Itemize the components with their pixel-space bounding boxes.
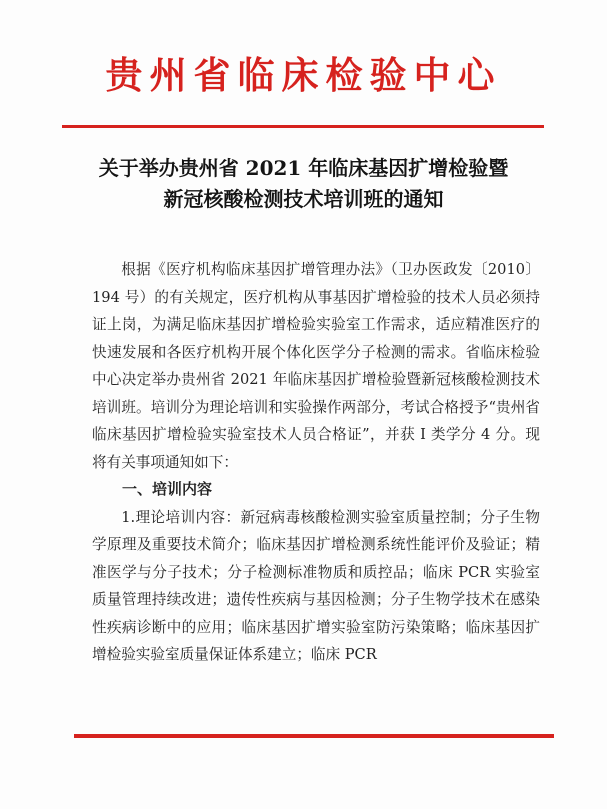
intro-paragraph: 根据《医疗机构临床基因扩增管理办法》（卫办医政发〔2010〕194 号）的有关规定，医疗机构从事基因扩增检验的技术人员必须持证上岗，为满足临床基因扩增检验实验室工作需求，适应精准医疗的快速发展和各医疗机构开展个体化医学分子检测的需求。省临床检验中心决定举办贵州省 2021 年临床基因扩增检验暨新冠核酸检测技术培训班。培训分为理论培训和实验操作两部分，考试合格授予“贵州省临床基因扩增检验实验室技术人员合格证”，并获 I 类学分 4 分。现将有关事项通知如下： <box>92 261 540 471</box>
letterhead-red-rule <box>62 125 544 128</box>
title-line-1: 关于举办贵州省 2021 年临床基因扩增检验暨 <box>98 156 509 180</box>
document-body <box>92 256 540 669</box>
letterhead-org-name: 贵州省临床检验中心 <box>105 53 502 97</box>
document-title <box>40 153 567 215</box>
training-content-paragraph: 1.理论培训内容：新冠病毒核酸检测实验室质量控制；分子生物学原理及重要技术简介；临床基因扩增检测系统性能评价及验证；精准医学与分子技术；分子检测标准物质和质控品；临床 PCR 实验室质量管理持续改进；遗传性疾病与基因检测；分子生物学技术在感染性疾病诊断中的应用；临床基因扩增实验室防污染策略；临床基因扩增检验实验室质量保证体系建立；临床 PCR <box>92 508 540 663</box>
title-line-2: 新冠核酸检测技术培训班的通知 <box>163 187 444 211</box>
section-heading-training-content: 一、培训内容 <box>122 480 213 498</box>
footer-red-rule <box>74 734 554 738</box>
